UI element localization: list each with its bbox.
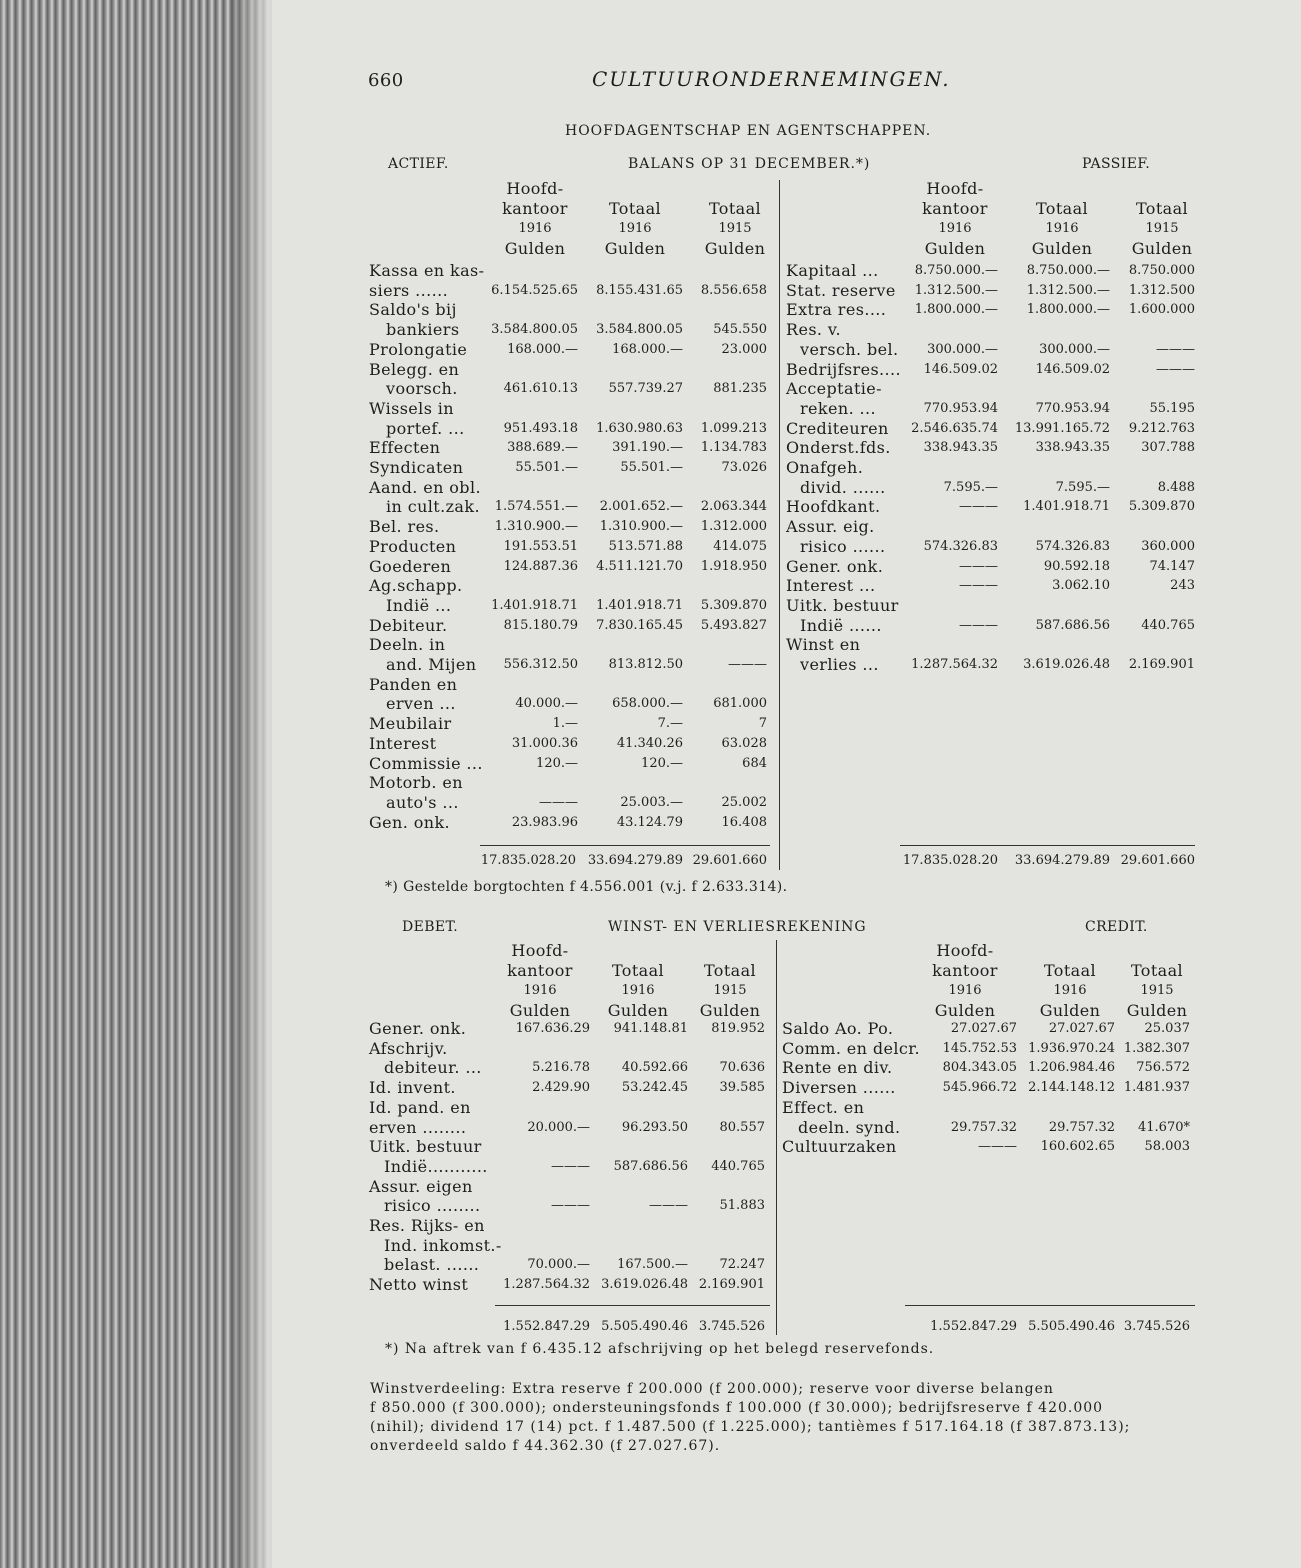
actief-row-hoofdkantoor: 1.310.900.— bbox=[494, 519, 578, 535]
debet-row-hoofdkantoor: 1.287.564.32 bbox=[503, 1277, 590, 1293]
credit-row-totaal-1916: 160.602.65 bbox=[1040, 1139, 1115, 1155]
debet-row-totaal-1915: 72.247 bbox=[719, 1257, 765, 1273]
passief-row-label: Winst en bbox=[786, 635, 861, 655]
actief-row-totaal-1915: 1.918.950 bbox=[700, 558, 767, 574]
actief-row-label: Syndicaten bbox=[369, 458, 464, 477]
actief-row-label: auto's ... bbox=[386, 792, 459, 812]
actief-row-label: and. Mijen bbox=[386, 655, 477, 674]
debet-total-1916: 5.505.490.46 bbox=[601, 1319, 688, 1334]
col-header-hoofd: Hoofd- bbox=[936, 941, 994, 960]
actief-row-label: in cult.zak. bbox=[386, 497, 480, 517]
actief-row-hoofdkantoor: ——— bbox=[539, 794, 578, 810]
debet-row-totaal-1915: 39.585 bbox=[719, 1080, 765, 1096]
credit-row-label: Saldo Ao. Po. bbox=[782, 1019, 894, 1038]
debet-row-label: Afschrijv. bbox=[369, 1038, 448, 1058]
actief-row-hoofdkantoor: 815.180.79 bbox=[503, 617, 578, 633]
actief-label: ACTIEF. bbox=[388, 156, 449, 172]
actief-row-totaal-1915: 1.134.783 bbox=[700, 440, 767, 456]
actief-row-totaal-1916: 1.310.900.— bbox=[599, 519, 683, 535]
credit-label: CREDIT. bbox=[1085, 919, 1148, 935]
debet-row-label: Res. Rijks- en bbox=[369, 1216, 485, 1235]
passief-row-totaal-1915: 243 bbox=[1170, 578, 1195, 594]
debet-row-label: Gener. onk. bbox=[369, 1019, 467, 1038]
credit-row-label: deeln. synd. bbox=[798, 1117, 901, 1137]
debet-row-totaal-1916: 587.686.56 bbox=[613, 1158, 688, 1174]
pl-divider bbox=[776, 940, 777, 1335]
debet-row-hoofdkantoor: 20.000.— bbox=[527, 1119, 590, 1135]
actief-row-hoofdkantoor: 55.501.— bbox=[515, 460, 578, 475]
col-header-year: 1916 bbox=[1053, 983, 1087, 998]
passief-row-hoofdkantoor: ——— bbox=[959, 558, 998, 574]
debet-row-totaal-1916: 167.500.— bbox=[617, 1257, 688, 1273]
passief-row-hoofdkantoor: 8.750.000.— bbox=[914, 263, 998, 278]
passief-row-label: verlies ... bbox=[800, 655, 879, 674]
debet-row-label: Netto winst bbox=[369, 1275, 469, 1295]
passief-row-totaal-1916: 1.800.000.— bbox=[1026, 302, 1110, 318]
col-header-kantoor: kantoor bbox=[507, 961, 573, 980]
col-header-gulden: Gulden bbox=[1031, 239, 1093, 258]
actief-row-label: Prolongatie bbox=[369, 339, 468, 359]
credit-row-hoofdkantoor: 29.757.32 bbox=[950, 1119, 1017, 1135]
debet-row-label: Ind. inkomst.- bbox=[384, 1235, 502, 1255]
credit-row-totaal-1915: 1.481.937 bbox=[1123, 1080, 1190, 1096]
actief-row-totaal-1915: 5.309.870 bbox=[700, 597, 767, 613]
actief-row-hoofdkantoor: 124.887.36 bbox=[503, 558, 578, 574]
passief-row-label: Assur. eig. bbox=[786, 517, 875, 537]
credit-row-hoofdkantoor: ——— bbox=[978, 1139, 1017, 1155]
passief-row-label: Indië ...... bbox=[800, 615, 882, 635]
passief-row-totaal-1916: 300.000.— bbox=[1039, 341, 1110, 357]
col-header-kantoor: kantoor bbox=[502, 199, 568, 218]
credit-row-totaal-1915: 41.670* bbox=[1138, 1119, 1190, 1135]
actief-row-totaal-1916: 2.001.652.— bbox=[599, 499, 683, 515]
actief-row-totaal-1915: 16.408 bbox=[721, 814, 767, 830]
debet-total-rule bbox=[495, 1305, 770, 1306]
actief-row-totaal-1916: 25.003.— bbox=[620, 794, 683, 810]
col-header-totaal: Totaal bbox=[1043, 961, 1097, 980]
passief-row-label: divid. ...... bbox=[800, 477, 886, 497]
passief-row-hoofdkantoor: ——— bbox=[959, 578, 998, 594]
col-header-kantoor: kantoor bbox=[932, 961, 998, 980]
passief-row-label: Onafgeh. bbox=[786, 458, 864, 477]
debet-row-label: Indië........... bbox=[384, 1156, 488, 1176]
col-header-gulden: Gulden bbox=[607, 1001, 669, 1020]
credit-total-hoofdkantoor: 1.552.847.29 bbox=[930, 1319, 1017, 1334]
passief-row-label: risico ...... bbox=[800, 536, 886, 556]
passief-row-totaal-1915: 360.000 bbox=[1141, 538, 1195, 554]
debet-row-totaal-1915: 80.557 bbox=[719, 1119, 765, 1135]
passief-row-label: reken. ... bbox=[800, 398, 877, 418]
passief-row-label: Uitk. bestuur bbox=[786, 595, 899, 615]
credit-total-1916: 5.505.490.46 bbox=[1028, 1319, 1115, 1334]
passief-row-label: Crediteuren bbox=[786, 418, 889, 438]
passief-row-hoofdkantoor: 574.326.83 bbox=[923, 538, 998, 554]
credit-total-1915: 3.745.526 bbox=[1123, 1319, 1190, 1334]
debet-row-totaal-1915: 2.169.901 bbox=[698, 1277, 765, 1293]
running-title: CULTUURONDERNEMINGEN. bbox=[592, 67, 951, 91]
credit-row-totaal-1916: 27.027.67 bbox=[1048, 1021, 1115, 1036]
col-header-gulden: Gulden bbox=[504, 239, 566, 258]
col-header-gulden: Gulden bbox=[1131, 239, 1193, 258]
col-header-gulden: Gulden bbox=[699, 1001, 761, 1020]
passief-row-totaal-1916: 338.943.35 bbox=[1035, 440, 1110, 456]
passief-total-1916: 33.694.279.89 bbox=[1014, 853, 1110, 868]
col-header-year: 1916 bbox=[523, 983, 557, 998]
actief-row-totaal-1916: 1.630.980.63 bbox=[596, 420, 683, 436]
col-header-year: 1916 bbox=[618, 221, 652, 236]
credit-row-hoofdkantoor: 545.966.72 bbox=[942, 1080, 1017, 1096]
actief-total-hoofdkantoor: 17.835.028.20 bbox=[480, 853, 576, 868]
actief-row-hoofdkantoor: 1.574.551.— bbox=[494, 499, 578, 515]
passief-row-totaal-1915: 307.788 bbox=[1141, 440, 1195, 456]
actief-row-label: Producten bbox=[369, 536, 457, 556]
credit-row-totaal-1915: 25.037 bbox=[1144, 1021, 1190, 1036]
actief-row-label: Belegg. en bbox=[369, 359, 460, 379]
passief-row-totaal-1915: 8.488 bbox=[1157, 479, 1195, 495]
actief-row-totaal-1916: 513.571.88 bbox=[608, 538, 683, 554]
passief-row-totaal-1916: 574.326.83 bbox=[1035, 538, 1110, 554]
passief-row-totaal-1915: 440.765 bbox=[1141, 617, 1195, 633]
actief-row-totaal-1915: 1.099.213 bbox=[700, 420, 767, 436]
debet-row-hoofdkantoor: ——— bbox=[551, 1158, 590, 1174]
actief-row-hoofdkantoor: 556.312.50 bbox=[503, 657, 578, 672]
distribution-line-4: onverdeeld saldo f 44.362.30 (f 27.027.67). bbox=[370, 1438, 721, 1454]
passief-row-hoofdkantoor: 338.943.35 bbox=[923, 440, 998, 456]
distribution-line-1: Winstverdeeling: Extra reserve f 200.000 (f 200.000); reserve voor diverse belangen bbox=[370, 1381, 1054, 1397]
actief-row-totaal-1916: 7.— bbox=[657, 716, 683, 732]
col-header-hoofd: Hoofd- bbox=[506, 179, 564, 198]
distribution-line-2: f 850.000 (f 300.000); ondersteuningsfonds f 100.000 (f 30.000); bedrijfsreserve f 420.000 bbox=[370, 1400, 1104, 1416]
actief-row-label: Commissie ... bbox=[369, 753, 483, 773]
actief-row-totaal-1915: 7 bbox=[758, 716, 767, 732]
actief-row-totaal-1915: 23.000 bbox=[721, 341, 767, 357]
pl-footnote: *) Na aftrek van f 6.435.12 afschrijving op het belegd reservefonds. bbox=[385, 1341, 935, 1357]
section-title: HOOFDAGENTSCHAP EN AGENTSCHAPPEN. bbox=[565, 123, 932, 139]
credit-row-totaal-1915: 756.572 bbox=[1136, 1060, 1190, 1076]
actief-row-totaal-1916: 41.340.26 bbox=[616, 735, 683, 751]
credit-row-label: Comm. en delcr. bbox=[782, 1038, 921, 1058]
passief-row-totaal-1916: 3.619.026.48 bbox=[1023, 657, 1110, 672]
passief-row-label: Bedrijfsres.... bbox=[786, 359, 901, 379]
col-header-year: 1916 bbox=[1045, 221, 1079, 236]
actief-row-totaal-1916: 120.— bbox=[641, 755, 683, 771]
actief-row-label: Goederen bbox=[369, 556, 452, 576]
passief-row-totaal-1915: ——— bbox=[1156, 361, 1195, 377]
actief-row-totaal-1915: 5.493.827 bbox=[700, 617, 767, 633]
actief-row-hoofdkantoor: 1.— bbox=[552, 716, 578, 732]
actief-row-totaal-1915: 681.000 bbox=[713, 696, 767, 712]
actief-row-label: Deeln. in bbox=[369, 635, 446, 655]
passief-row-totaal-1915: 1.600.000 bbox=[1128, 302, 1195, 318]
credit-row-totaal-1916: 2.144.148.12 bbox=[1028, 1080, 1115, 1096]
col-header-gulden: Gulden bbox=[1039, 1001, 1101, 1020]
credit-row-hoofdkantoor: 27.027.67 bbox=[950, 1021, 1017, 1036]
col-header-gulden: Gulden bbox=[924, 239, 986, 258]
passief-total-rule bbox=[900, 845, 1195, 846]
debet-row-totaal-1916: 53.242.45 bbox=[621, 1080, 688, 1096]
actief-row-totaal-1915: 545.550 bbox=[713, 322, 767, 338]
actief-row-label: Kassa en kas- bbox=[369, 261, 485, 280]
actief-row-hoofdkantoor: 461.610.13 bbox=[503, 381, 578, 397]
actief-row-totaal-1915: 684 bbox=[742, 755, 767, 771]
col-header-hoofd: Hoofd- bbox=[926, 179, 984, 198]
balance-footnote: *) Gestelde borgtochten f 4.556.001 (v.j. f 2.633.314). bbox=[385, 879, 788, 895]
col-header-gulden: Gulden bbox=[604, 239, 666, 258]
passief-row-totaal-1916: 3.062.10 bbox=[1052, 578, 1110, 594]
credit-row-totaal-1916: 29.757.32 bbox=[1048, 1119, 1115, 1135]
debet-row-hoofdkantoor: 70.000.— bbox=[527, 1257, 590, 1273]
passief-row-label: Gener. onk. bbox=[786, 556, 884, 576]
debet-row-label: belast. ...... bbox=[384, 1255, 480, 1275]
book-page-edges bbox=[0, 0, 272, 1568]
balance-title: BALANS OP 31 DECEMBER.*) bbox=[628, 156, 871, 172]
passief-row-hoofdkantoor: 770.953.94 bbox=[923, 400, 998, 416]
debet-row-totaal-1915: 51.883 bbox=[719, 1198, 765, 1214]
passief-row-totaal-1915: 1.312.500 bbox=[1128, 282, 1195, 298]
passief-row-hoofdkantoor: 2.546.635.74 bbox=[911, 420, 998, 436]
actief-row-totaal-1915: 2.063.344 bbox=[700, 499, 767, 515]
balance-divider bbox=[779, 180, 780, 870]
debet-row-totaal-1915: 819.952 bbox=[711, 1021, 765, 1036]
passief-row-hoofdkantoor: 146.509.02 bbox=[923, 361, 998, 377]
debet-row-hoofdkantoor: 5.216.78 bbox=[532, 1060, 590, 1076]
actief-row-hoofdkantoor: 168.000.— bbox=[507, 341, 578, 357]
debet-row-label: debiteur. ... bbox=[384, 1058, 482, 1078]
debet-row-totaal-1916: 3.619.026.48 bbox=[601, 1277, 688, 1293]
passief-label: PASSIEF. bbox=[1082, 156, 1151, 172]
col-header-totaal: Totaal bbox=[703, 961, 757, 980]
actief-row-label: siers ...... bbox=[369, 280, 449, 300]
col-header-totaal: Totaal bbox=[708, 199, 762, 218]
col-header-gulden: Gulden bbox=[509, 1001, 571, 1020]
passief-row-totaal-1916: 13.991.165.72 bbox=[1014, 420, 1110, 436]
debet-row-label: risico ........ bbox=[384, 1196, 481, 1216]
col-header-totaal: Totaal bbox=[1035, 199, 1089, 218]
col-header-kantoor: kantoor bbox=[922, 199, 988, 218]
col-header-year: 1916 bbox=[518, 221, 552, 236]
debet-row-hoofdkantoor: 2.429.90 bbox=[532, 1080, 590, 1096]
col-header-totaal: Totaal bbox=[1130, 961, 1184, 980]
actief-row-totaal-1915: 63.028 bbox=[721, 735, 767, 751]
passief-row-hoofdkantoor: 1.312.500.— bbox=[914, 282, 998, 298]
passief-row-totaal-1915: 5.309.870 bbox=[1128, 499, 1195, 515]
actief-row-totaal-1915: 414.075 bbox=[713, 538, 767, 554]
passief-row-totaal-1916: 587.686.56 bbox=[1035, 617, 1110, 633]
actief-row-label: Indië ... bbox=[386, 595, 452, 615]
credit-row-totaal-1915: 58.003 bbox=[1144, 1139, 1190, 1155]
passief-row-label: Acceptatie- bbox=[786, 379, 882, 399]
credit-row-totaal-1915: 1.382.307 bbox=[1123, 1040, 1190, 1056]
col-header-year: 1916 bbox=[938, 221, 972, 236]
debet-row-label: Assur. eigen bbox=[369, 1176, 473, 1196]
debet-row-hoofdkantoor: ——— bbox=[551, 1198, 590, 1214]
credit-total-rule bbox=[905, 1305, 1195, 1306]
actief-total-rule bbox=[480, 845, 770, 846]
actief-row-label: Ag.schapp. bbox=[369, 576, 463, 596]
debet-label: DEBET. bbox=[402, 919, 459, 935]
col-header-totaal: Totaal bbox=[608, 199, 662, 218]
actief-row-hoofdkantoor: 23.983.96 bbox=[511, 814, 578, 830]
actief-row-totaal-1915: 1.312.000 bbox=[700, 519, 767, 535]
passief-row-totaal-1915: 8.750.000 bbox=[1128, 263, 1195, 278]
passief-row-hoofdkantoor: 1.287.564.32 bbox=[911, 657, 998, 672]
actief-row-totaal-1915: ——— bbox=[728, 657, 767, 672]
actief-row-hoofdkantoor: 120.— bbox=[536, 755, 578, 771]
actief-row-totaal-1915: 73.026 bbox=[721, 460, 767, 475]
credit-row-hoofdkantoor: 804.343.05 bbox=[942, 1060, 1017, 1076]
pl-title: WINST- EN VERLIESREKENING bbox=[608, 919, 867, 935]
passief-row-hoofdkantoor: 300.000.— bbox=[927, 341, 998, 357]
col-header-totaal: Totaal bbox=[1135, 199, 1189, 218]
col-header-year: 1916 bbox=[948, 983, 982, 998]
col-header-year: 1915 bbox=[713, 983, 747, 998]
col-header-hoofd: Hoofd- bbox=[511, 941, 569, 960]
actief-row-label: bankiers bbox=[386, 320, 460, 340]
col-header-gulden: Gulden bbox=[1126, 1001, 1188, 1020]
actief-row-label: Wissels in bbox=[369, 398, 455, 418]
credit-row-label: Diversen ...... bbox=[782, 1078, 896, 1098]
passief-row-label: Interest ... bbox=[786, 576, 876, 596]
passief-row-label: Kapitaal ... bbox=[786, 261, 879, 280]
passief-row-label: Hoofdkant. bbox=[786, 497, 881, 517]
passief-row-totaal-1916: 7.595.— bbox=[1055, 479, 1110, 495]
passief-row-totaal-1915: 74.147 bbox=[1149, 558, 1195, 574]
actief-row-hoofdkantoor: 31.000.36 bbox=[511, 735, 578, 751]
passief-row-hoofdkantoor: 7.595.— bbox=[943, 479, 998, 495]
credit-row-totaal-1916: 1.936.970.24 bbox=[1028, 1040, 1115, 1056]
actief-row-label: Interest bbox=[369, 733, 437, 753]
passief-row-label: Onderst.fds. bbox=[786, 438, 891, 458]
debet-row-totaal-1916: 941.148.81 bbox=[613, 1021, 688, 1036]
passief-row-totaal-1916: 146.509.02 bbox=[1035, 361, 1110, 377]
actief-row-totaal-1916: 658.000.— bbox=[612, 696, 683, 712]
passief-row-label: versch. bel. bbox=[800, 339, 899, 359]
debet-row-label: Uitk. bestuur bbox=[369, 1137, 482, 1157]
actief-row-totaal-1916: 3.584.800.05 bbox=[596, 322, 683, 338]
debet-row-totaal-1916: ——— bbox=[649, 1198, 688, 1214]
passief-row-totaal-1915: 55.195 bbox=[1149, 400, 1195, 416]
actief-row-label: Bel. res. bbox=[369, 517, 440, 537]
actief-row-totaal-1916: 43.124.79 bbox=[616, 814, 683, 830]
actief-row-totaal-1915: 25.002 bbox=[721, 794, 767, 810]
actief-row-label: voorsch. bbox=[386, 379, 458, 399]
col-header-gulden: Gulden bbox=[934, 1001, 996, 1020]
actief-row-label: erven ... bbox=[386, 694, 456, 714]
passief-total-1915: 29.601.660 bbox=[1120, 853, 1195, 868]
col-header-year: 1915 bbox=[1140, 983, 1174, 998]
distribution-line-3: (nihil); dividend 17 (14) pct. f 1.487.500 (f 1.225.000); tantièmes f 517.164.18 (f 387.873.13); bbox=[370, 1419, 1131, 1435]
actief-row-totaal-1916: 557.739.27 bbox=[608, 381, 683, 397]
credit-row-hoofdkantoor: 145.752.53 bbox=[942, 1040, 1017, 1056]
debet-row-totaal-1916: 40.592.66 bbox=[621, 1060, 688, 1076]
passief-row-label: Res. v. bbox=[786, 320, 841, 340]
col-header-gulden: Gulden bbox=[704, 239, 766, 258]
passief-row-label: Extra res.... bbox=[786, 300, 887, 320]
debet-row-totaal-1915: 70.636 bbox=[719, 1060, 765, 1076]
actief-row-totaal-1916: 168.000.— bbox=[612, 341, 683, 357]
page-number: 660 bbox=[368, 70, 404, 91]
actief-row-hoofdkantoor: 1.401.918.71 bbox=[491, 597, 578, 613]
passief-row-totaal-1915: 2.169.901 bbox=[1128, 657, 1195, 672]
passief-row-label: Stat. reserve bbox=[786, 280, 896, 300]
debet-total-hoofdkantoor: 1.552.847.29 bbox=[503, 1319, 590, 1334]
actief-row-hoofdkantoor: 951.493.18 bbox=[503, 420, 578, 436]
actief-row-totaal-1916: 8.155.431.65 bbox=[596, 282, 683, 298]
actief-row-totaal-1916: 7.830.165.45 bbox=[596, 617, 683, 633]
passief-row-totaal-1916: 1.401.918.71 bbox=[1023, 499, 1110, 515]
debet-row-totaal-1916: 96.293.50 bbox=[621, 1119, 688, 1135]
col-header-totaal: Totaal bbox=[611, 961, 665, 980]
actief-total-1915: 29.601.660 bbox=[692, 853, 767, 868]
passief-row-totaal-1916: 90.592.18 bbox=[1043, 558, 1110, 574]
passief-row-totaal-1916: 770.953.94 bbox=[1035, 400, 1110, 416]
actief-row-hoofdkantoor: 388.689.— bbox=[507, 440, 578, 456]
actief-row-label: Panden en bbox=[369, 674, 458, 694]
passief-row-hoofdkantoor: ——— bbox=[959, 499, 998, 515]
passief-row-totaal-1915: 9.212.763 bbox=[1128, 420, 1195, 436]
col-header-year: 1915 bbox=[1145, 221, 1179, 236]
credit-row-totaal-1916: 1.206.984.46 bbox=[1028, 1060, 1115, 1076]
actief-row-totaal-1915: 8.556.658 bbox=[700, 282, 767, 298]
debet-row-label: Id. pand. en bbox=[369, 1097, 471, 1117]
debet-row-label: erven ........ bbox=[369, 1117, 467, 1137]
credit-row-label: Rente en div. bbox=[782, 1058, 893, 1078]
actief-row-totaal-1916: 1.401.918.71 bbox=[596, 597, 683, 613]
actief-row-label: Effecten bbox=[369, 438, 441, 458]
debet-row-label: Id. invent. bbox=[369, 1078, 456, 1098]
debet-row-hoofdkantoor: 167.636.29 bbox=[515, 1021, 590, 1036]
debet-total-1915: 3.745.526 bbox=[698, 1319, 765, 1334]
passief-row-hoofdkantoor: 1.800.000.— bbox=[914, 302, 998, 318]
col-header-year: 1915 bbox=[718, 221, 752, 236]
actief-row-label: Gen. onk. bbox=[369, 812, 451, 832]
credit-row-label: Effect. en bbox=[782, 1097, 865, 1117]
actief-row-hoofdkantoor: 6.154.525.65 bbox=[491, 282, 578, 298]
actief-row-hoofdkantoor: 191.553.51 bbox=[503, 538, 578, 554]
actief-row-label: Aand. en obl. bbox=[369, 477, 481, 497]
actief-row-label: Debiteur. bbox=[369, 615, 448, 635]
debet-row-totaal-1915: 440.765 bbox=[711, 1158, 765, 1174]
actief-row-totaal-1915: 881.235 bbox=[713, 381, 767, 397]
col-header-year: 1916 bbox=[621, 983, 655, 998]
passief-row-totaal-1916: 8.750.000.— bbox=[1026, 263, 1110, 278]
actief-row-hoofdkantoor: 3.584.800.05 bbox=[491, 322, 578, 338]
actief-row-label: Saldo's bij bbox=[369, 300, 457, 320]
actief-row-label: portef. ... bbox=[386, 418, 465, 438]
passief-total-hoofdkantoor: 17.835.028.20 bbox=[902, 853, 998, 868]
actief-row-totaal-1916: 4.511.121.70 bbox=[596, 558, 683, 574]
credit-row-label: Cultuurzaken bbox=[782, 1137, 897, 1157]
actief-row-label: Motorb. en bbox=[369, 773, 463, 793]
actief-row-totaal-1916: 391.190.— bbox=[612, 440, 683, 456]
passief-row-hoofdkantoor: ——— bbox=[959, 617, 998, 633]
passief-row-totaal-1915: ——— bbox=[1156, 341, 1195, 357]
passief-row-totaal-1916: 1.312.500.— bbox=[1026, 282, 1110, 298]
actief-total-1916: 33.694.279.89 bbox=[587, 853, 683, 868]
actief-row-totaal-1916: 813.812.50 bbox=[608, 657, 683, 672]
actief-row-totaal-1916: 55.501.— bbox=[620, 460, 683, 475]
actief-row-hoofdkantoor: 40.000.— bbox=[515, 696, 578, 712]
actief-row-label: Meubilair bbox=[369, 714, 452, 734]
